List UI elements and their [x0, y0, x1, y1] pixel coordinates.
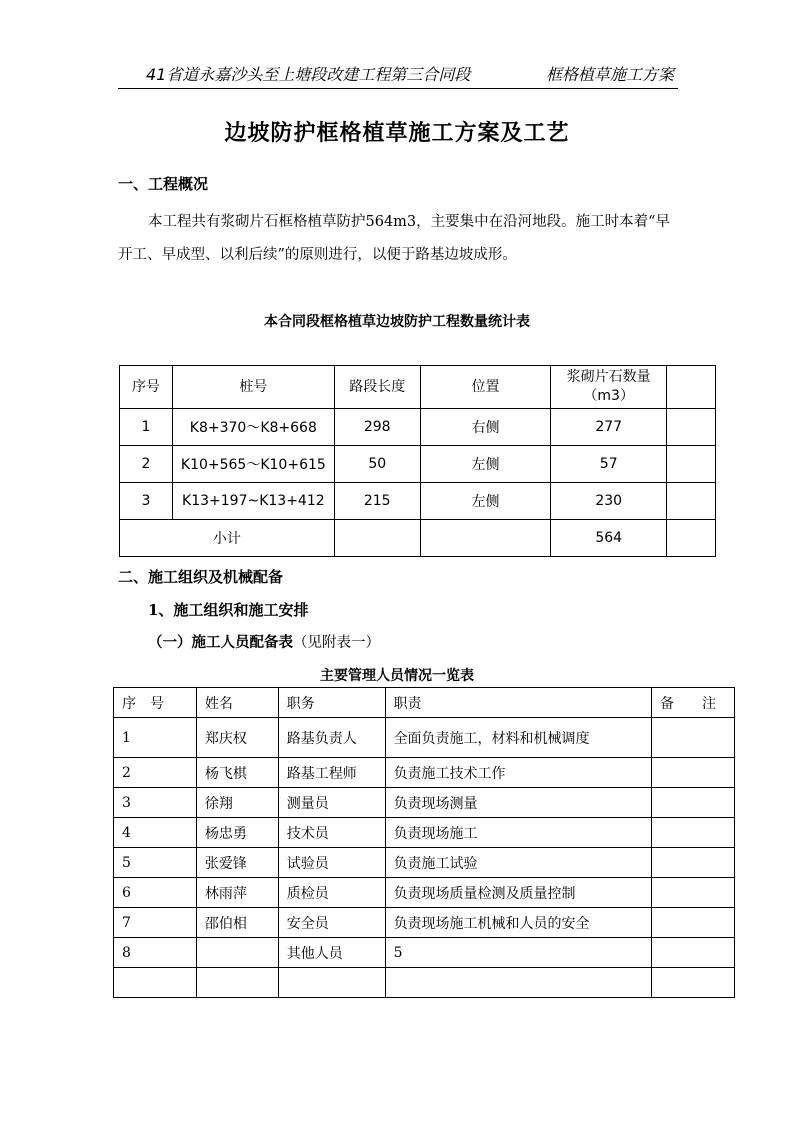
- cell: 右侧: [420, 409, 551, 446]
- subsection-staffing-line: [148, 631, 380, 652]
- page-header: [118, 58, 678, 89]
- table-row: [114, 818, 735, 848]
- cell: K8+370～K8+668: [172, 409, 334, 446]
- section-1-heading: 一、工程概况: [118, 175, 209, 193]
- cell: [420, 520, 551, 557]
- cell: 50: [334, 446, 420, 483]
- cell: 左侧: [420, 446, 551, 483]
- table-row: [114, 878, 735, 908]
- table-row: [120, 409, 716, 446]
- cell: 杨忠勇: [196, 818, 278, 848]
- cell: [196, 968, 278, 998]
- header-cell: 路段长度: [334, 366, 420, 409]
- table-row: [114, 968, 735, 998]
- cell: 杨飞棋: [196, 758, 278, 788]
- cell: 邵伯相: [196, 908, 278, 938]
- cell: 5: [114, 848, 197, 878]
- subtotal-row: [120, 520, 716, 557]
- cell: 负责施工试验: [385, 848, 651, 878]
- cell: 负责现场质量检测及质量控制: [385, 878, 651, 908]
- cell: 230: [551, 483, 667, 520]
- header-cell: 序号: [120, 366, 173, 409]
- staffing-table-heading: （一）施工人员配备表: [148, 634, 293, 651]
- cell: 215: [334, 483, 420, 520]
- cell: [652, 718, 735, 758]
- cell: [652, 848, 735, 878]
- cell: 徐翔: [196, 788, 278, 818]
- table-row: [114, 758, 735, 788]
- management-staff-table: [113, 687, 735, 998]
- cell: [196, 938, 278, 968]
- table-row: [114, 848, 735, 878]
- header-cell: 桩号: [172, 366, 334, 409]
- header-cell: 备 注: [652, 688, 735, 718]
- cell: [652, 938, 735, 968]
- cell: 2: [120, 446, 173, 483]
- cell: 1: [114, 718, 197, 758]
- cell: 路基负责人: [278, 718, 385, 758]
- cell: 郑庆权: [196, 718, 278, 758]
- cell: [667, 409, 716, 446]
- header-cell: 浆砌片石数量 （m3）: [551, 366, 667, 409]
- header-cell: 序 号: [114, 688, 197, 718]
- header-cell: 位置: [420, 366, 551, 409]
- cell: 4: [114, 818, 197, 848]
- section-1-paragraph-text: 本工程共有浆砌片石框格植草防护564m3，主要集中在沿河地段。施工时本着“早开工、早成型、以利后续”的原则进行，以便于路基边坡成形。: [118, 214, 671, 263]
- cell: [652, 818, 735, 848]
- table-row: [120, 483, 716, 520]
- cell: [652, 758, 735, 788]
- cell: 57: [551, 446, 667, 483]
- table-row: [114, 788, 735, 818]
- table-2-caption: 主要管理人员情况一览表: [320, 668, 474, 684]
- table-1-caption: 本合同段框格植草边坡防护工程数量统计表: [264, 314, 530, 330]
- header-cell: 职务: [278, 688, 385, 718]
- cell: 路基工程师: [278, 758, 385, 788]
- cell: 试验员: [278, 848, 385, 878]
- cell: 林雨萍: [196, 878, 278, 908]
- cell: 技术员: [278, 818, 385, 848]
- cell: [652, 878, 735, 908]
- cell: 安全员: [278, 908, 385, 938]
- table-row: [114, 718, 735, 758]
- cell: 负责施工技术工作: [385, 758, 651, 788]
- section-1-paragraph: [118, 206, 680, 272]
- cell: [652, 788, 735, 818]
- subtotal-label: 小计: [120, 520, 335, 557]
- header-document-name: 框格植草施工方案: [545, 65, 674, 84]
- cell: 3: [114, 788, 197, 818]
- cell: [114, 968, 197, 998]
- cell: [667, 446, 716, 483]
- table-header-row: [120, 366, 716, 409]
- cell: 负责现场施工: [385, 818, 651, 848]
- cell: 1: [120, 409, 173, 446]
- cell: 2: [114, 758, 197, 788]
- section-2-heading: 二、施工组织及机械配备: [118, 568, 284, 586]
- table-row: [114, 938, 735, 968]
- staffing-table-reference: （见附表一）: [293, 635, 380, 651]
- cell: 298: [334, 409, 420, 446]
- cell: 7: [114, 908, 197, 938]
- header-cell: 姓名: [196, 688, 278, 718]
- header-cell: [667, 366, 716, 409]
- cell: [667, 520, 716, 557]
- quantity-table: [119, 365, 716, 557]
- cell: 277: [551, 409, 667, 446]
- table-row: [120, 446, 716, 483]
- cell: 8: [114, 938, 197, 968]
- subtotal-value: 564: [551, 520, 667, 557]
- cell: [652, 968, 735, 998]
- cell: 负责现场测量: [385, 788, 651, 818]
- document-title: 边坡防护框格植草施工方案及工艺: [224, 120, 570, 146]
- cell: K10+565～K10+615: [172, 446, 334, 483]
- cell: [385, 968, 651, 998]
- header-project-name: 41省道永嘉沙头至上塘段改建工程第三合同段: [146, 65, 471, 84]
- cell: 测量员: [278, 788, 385, 818]
- cell: 张爱锋: [196, 848, 278, 878]
- cell: 质检员: [278, 878, 385, 908]
- subsection-1-heading: 1、施工组织和施工安排: [148, 601, 309, 619]
- cell: [278, 968, 385, 998]
- cell: [334, 520, 420, 557]
- cell: 全面负责施工，材料和机械调度: [385, 718, 651, 758]
- cell: 6: [114, 878, 197, 908]
- cell: 左侧: [420, 483, 551, 520]
- cell: [667, 483, 716, 520]
- cell: K13+197~K13+412: [172, 483, 334, 520]
- cell: 3: [120, 483, 173, 520]
- cell: [652, 908, 735, 938]
- cell: 负责现场施工机械和人员的安全: [385, 908, 651, 938]
- table-row: [114, 908, 735, 938]
- header-cell: 职责: [385, 688, 651, 718]
- cell: 5: [385, 938, 651, 968]
- table-header-row: [114, 688, 735, 718]
- cell: 其他人员: [278, 938, 385, 968]
